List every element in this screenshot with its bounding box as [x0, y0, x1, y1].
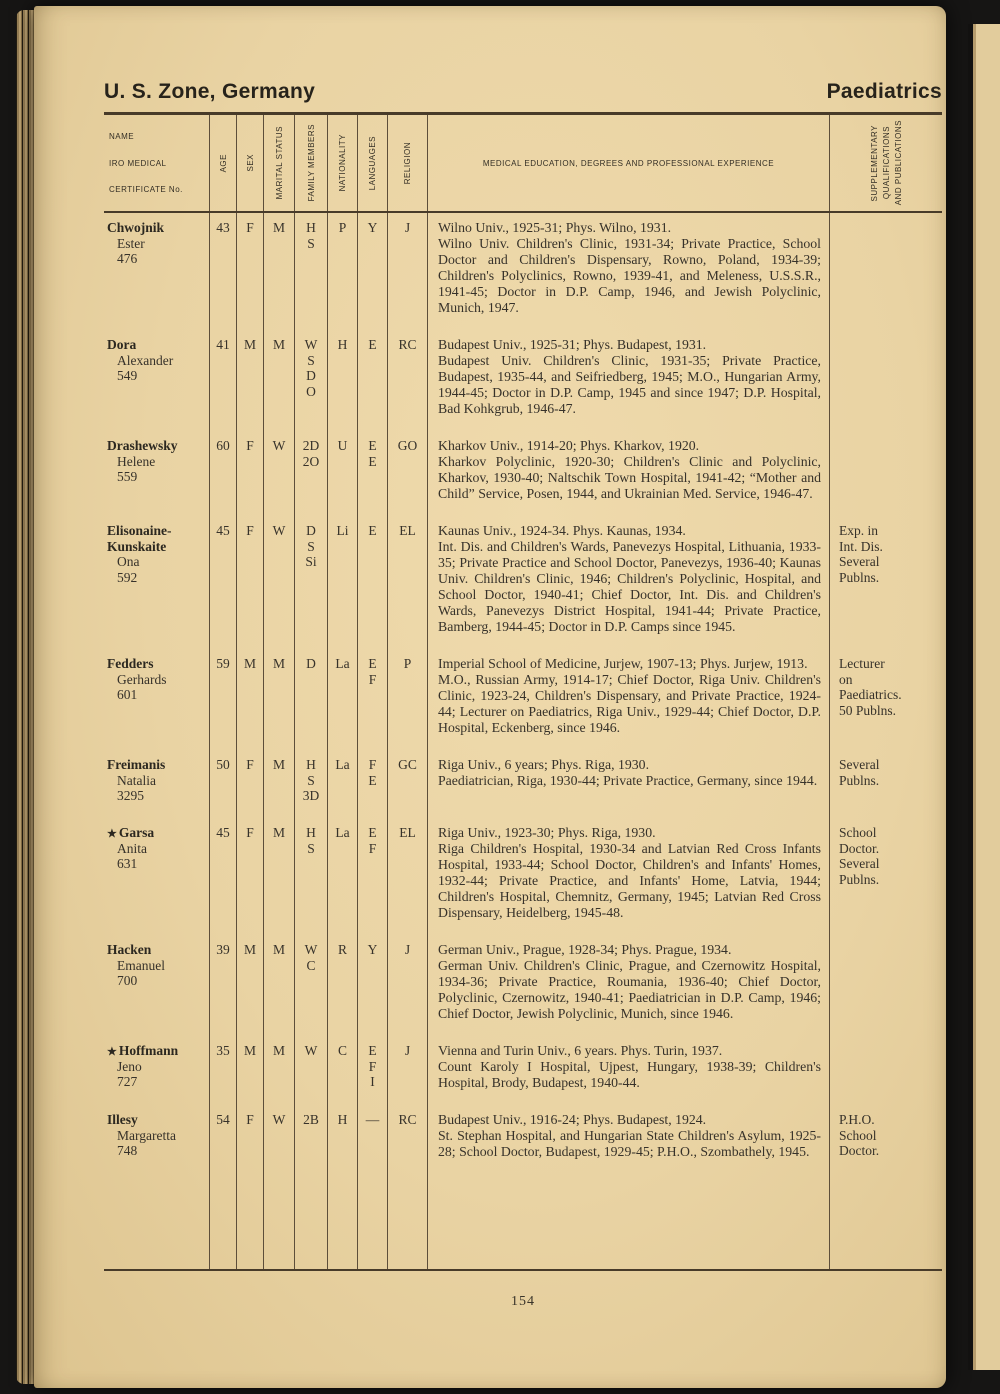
language-line: F — [368, 840, 377, 856]
spacer-cell — [104, 1174, 210, 1269]
marital-status-cell: W — [264, 516, 295, 649]
certificate-number: 631 — [117, 856, 138, 872]
marital-status-cell: M — [264, 818, 295, 935]
certificate-number: 559 — [117, 469, 138, 485]
spacer-cell — [358, 1174, 388, 1269]
family-member-line: W — [304, 1042, 318, 1058]
family-member-line: S — [307, 772, 315, 788]
religion-cell: RC — [388, 330, 428, 431]
experience-text: M.O., Russian Army, 1914-17; Chief Doctor, Riga Univ. Children's Clinic, 1923-24, Children's Dispensary, and Private Practice, 1924-44; Lecturer on Paediatrics, Riga Univ., 1929-44; Chief Doctor, D.P. Hospital, Eckenberg, since 1946. — [438, 672, 821, 735]
family-members-cell — [295, 750, 328, 818]
experience-text: Count Karoly I Hospital, Ujpest, Hungary, 1938-39; Children's Hospital, Brody, Budapest, 1940-44. — [438, 1058, 821, 1090]
family-member-line: 2O — [302, 453, 320, 469]
language-line: E — [368, 523, 377, 538]
language-line: E — [368, 337, 377, 352]
person-given-name: Alexander — [117, 352, 174, 368]
person-given-name: Jeno — [117, 1058, 142, 1074]
supplementary-cell — [830, 750, 942, 818]
experience-text: Wilno Univ. Children's Clinic, 1931-34; Private Practice, School Doctor and Children's Dispensary, Rowno, Poland, 1934-39; Children's Polyclinics, Rowno, 1939-41, and Meleness, U.S.S.R., 1941-45; Doctor in D.P. Camp, 1946, and Jewish Polyclinic, Munich, 1947. — [438, 236, 821, 315]
certificate-number: 748 — [117, 1143, 138, 1159]
person-surname: Elisonaine-Kunskaite — [107, 523, 172, 554]
sex-cell: F — [237, 516, 264, 649]
sex-cell: F — [237, 1105, 264, 1174]
marital-status-cell: M — [264, 935, 295, 1036]
religion-cell: J — [388, 213, 428, 330]
language-line: E — [368, 1042, 377, 1058]
experience-text: Paediatrician, Riga, 1930-44; Private Practice, Germany, since 1944. — [438, 773, 818, 788]
family-member-line: S — [307, 538, 315, 554]
marital-status-cell: W — [264, 1105, 295, 1174]
star-icon: ★ — [107, 1045, 117, 1058]
supplementary-line: on — [839, 671, 853, 687]
nationality-cell: La — [328, 750, 358, 818]
person-surname: Dora — [107, 337, 137, 352]
person-given-name: Anita — [117, 840, 147, 856]
experience-cell — [428, 649, 830, 750]
supplementary-line: P.H.O. — [839, 1111, 875, 1127]
supplementary-line: Doctor. — [839, 1143, 880, 1159]
column-header-sex: SEX — [237, 115, 264, 211]
language-line: F — [368, 671, 377, 687]
education-line: Kharkov Univ., 1914-20; Phys. Kharkov, 1920. — [438, 438, 700, 453]
header-name-line: IRO MEDICAL — [109, 158, 167, 168]
family-members-cell — [295, 818, 328, 935]
age-cell: 43 — [210, 213, 237, 330]
experience-cell — [428, 750, 830, 818]
age-cell: 59 — [210, 649, 237, 750]
experience-cell — [428, 1105, 830, 1174]
name-cell — [104, 213, 210, 330]
education-line: German Univ., Prague, 1928-34; Phys. Prague, 1934. — [438, 941, 732, 957]
person-given-name: Helene — [117, 453, 156, 469]
family-member-line: S — [307, 235, 315, 251]
person-given-name: Emanuel — [117, 957, 165, 973]
language-line: F — [368, 757, 377, 772]
page-title-left: U. S. Zone, Germany — [104, 80, 316, 103]
family-member-line: H — [306, 824, 316, 840]
supplementary-line: School — [839, 824, 877, 840]
supplementary-cell — [830, 649, 942, 750]
certificate-number: 700 — [117, 973, 138, 989]
spacer-cell — [428, 1174, 830, 1269]
spacer-cell — [830, 1174, 942, 1269]
language-line: E — [368, 453, 377, 469]
religion-cell: J — [388, 935, 428, 1036]
spacer-cell — [388, 1174, 428, 1269]
experience-cell — [428, 818, 830, 935]
religion-cell: P — [388, 649, 428, 750]
family-members-cell — [295, 330, 328, 431]
certificate-number: 592 — [117, 569, 138, 585]
languages-cell — [358, 818, 388, 935]
family-members-cell — [295, 649, 328, 750]
language-line: — — [365, 1111, 380, 1127]
table-header-row — [104, 112, 942, 213]
experience-text: Riga Children's Hospital, 1930-34 and Latvian Red Cross Infants Hospital, 1933-44; School Doctor, Children's and Infants' Homes, 1932-44; Private Practice, and Infants' Home, Latvia, 1944; Children's Hospital, Chemnitz, Germany, 1945; Latvian Red Cross Dispensary, Heidelberg, 1945-48. — [438, 840, 821, 920]
nationality-cell: La — [328, 649, 358, 750]
experience-cell — [428, 213, 830, 330]
page-title-right: Paediatrics — [826, 80, 942, 103]
person-surname: Hacken — [107, 941, 152, 957]
experience-cell — [428, 516, 830, 649]
education-line: Kaunas Univ., 1924-34. Phys. Kaunas, 1934. — [438, 523, 686, 538]
name-cell — [104, 330, 210, 431]
person-surname: Fedders — [107, 656, 154, 671]
person-given-name: Ona — [117, 554, 140, 570]
person-surname: Illesy — [107, 1111, 138, 1127]
family-member-line: D — [306, 656, 316, 671]
sex-cell: M — [237, 935, 264, 1036]
table-body — [104, 213, 942, 1271]
family-members-cell — [295, 431, 328, 516]
page-number: 154 — [511, 1294, 535, 1309]
nationality-cell: P — [328, 213, 358, 330]
adjacent-page-edge — [968, 24, 1000, 1370]
supplementary-line: Publns. — [839, 871, 880, 887]
certificate-number: 727 — [117, 1074, 138, 1090]
column-header-name — [104, 115, 210, 211]
family-member-line: S — [307, 352, 315, 368]
directory-table — [104, 112, 942, 1271]
education-line: Budapest Univ., 1916-24; Phys. Budapest, 1924. — [438, 1111, 707, 1127]
family-members-cell — [295, 516, 328, 649]
header-name-line: NAME — [109, 132, 135, 142]
name-cell — [104, 516, 210, 649]
languages-cell — [358, 431, 388, 516]
family-members-cell — [295, 213, 328, 330]
religion-cell: GO — [388, 431, 428, 516]
marital-status-cell: M — [264, 649, 295, 750]
languages-cell — [358, 1105, 388, 1174]
marital-status-cell: W — [264, 431, 295, 516]
language-line: E — [368, 656, 377, 671]
languages-cell — [358, 516, 388, 649]
age-cell: 45 — [210, 818, 237, 935]
experience-cell — [428, 935, 830, 1036]
name-cell — [104, 935, 210, 1036]
certificate-number: 3295 — [117, 788, 144, 804]
languages-cell — [358, 935, 388, 1036]
age-cell: 54 — [210, 1105, 237, 1174]
supplementary-line: School — [839, 1127, 877, 1143]
spacer-cell — [264, 1174, 295, 1269]
column-header-experience: MEDICAL EDUCATION, DEGREES AND PROFESSIONAL EXPERIENCE — [428, 115, 830, 211]
marital-status-cell: M — [264, 213, 295, 330]
supplementary-cell — [830, 330, 942, 431]
family-members-cell — [295, 935, 328, 1036]
sex-cell: M — [237, 1036, 264, 1105]
age-cell: 50 — [210, 750, 237, 818]
education-line: Budapest Univ., 1925-31; Phys. Budapest, 1931. — [438, 337, 707, 352]
person-given-name: Margaretta — [117, 1127, 176, 1143]
supplementary-cell — [830, 516, 942, 649]
religion-cell: EL — [388, 818, 428, 935]
language-line: E — [368, 824, 377, 840]
column-header-age: AGE — [210, 115, 237, 211]
name-cell — [104, 818, 210, 935]
age-cell: 39 — [210, 935, 237, 1036]
supplementary-line: Several — [839, 554, 880, 570]
sex-cell: F — [237, 750, 264, 818]
column-header-languages: LANGUAGES — [358, 115, 388, 211]
supplementary-cell — [830, 431, 942, 516]
language-line: I — [370, 1074, 375, 1090]
page — [34, 6, 946, 1388]
religion-cell: GC — [388, 750, 428, 818]
spacer-cell — [210, 1174, 237, 1269]
religion-cell: RC — [388, 1105, 428, 1174]
nationality-cell: U — [328, 431, 358, 516]
education-line: Riga Univ., 1923-30; Phys. Riga, 1930. — [438, 824, 656, 840]
supplementary-cell — [830, 935, 942, 1036]
supplementary-line: Doctor. — [839, 840, 880, 856]
age-cell: 35 — [210, 1036, 237, 1105]
education-line: Imperial School of Medicine, Jurjew, 1907-13; Phys. Jurjew, 1913. — [438, 656, 808, 671]
nationality-cell: R — [328, 935, 358, 1036]
column-header-religion: RELIGION — [388, 115, 428, 211]
nationality-cell: La — [328, 818, 358, 935]
family-member-line: 2D — [302, 438, 320, 453]
column-header-marital-status: MARITAL STATUS — [264, 115, 295, 211]
languages-cell — [358, 213, 388, 330]
sex-cell: M — [237, 330, 264, 431]
language-line: E — [368, 772, 377, 788]
person-given-name: Ester — [117, 235, 145, 251]
family-member-line: H — [306, 220, 316, 235]
star-icon: ★ — [107, 827, 117, 840]
person-given-name: Gerhards — [117, 671, 167, 687]
supplementary-line: Lecturer — [839, 656, 885, 671]
family-member-line: D — [306, 523, 316, 538]
name-cell — [104, 1105, 210, 1174]
family-member-line: C — [306, 957, 316, 973]
experience-text: St. Stephan Hospital, and Hungarian State Children's Asylum, 1925-28; School Doctor, Budapest, 1929-45; P.H.O., Szombathely, 1945. — [438, 1127, 821, 1159]
supplementary-line: 50 Publns. — [839, 702, 897, 718]
person-surname: Freimanis — [107, 757, 166, 772]
experience-text: Int. Dis. and Children's Wards, Panevezys Hospital, Lithuania, 1933-35; Private Practice and School Doctor, Panevezys, 1936-40; Kaunas Univ. Children's Clinic, 1946; Children's Polyclinic, Hospital, and School Doctor, 1940-41; Chief Doctor, Int. Dis. and Children's Wards, Panevezys District Hospital, 1941-44; Private Practice, Bamberg, 1944-45; Doctor in D.P. Camps since 1945. — [438, 539, 821, 634]
certificate-number: 549 — [117, 368, 138, 384]
person-surname: ★ Hoffmann — [107, 1042, 179, 1058]
certificate-number: 601 — [117, 687, 138, 703]
supplementary-line: Publns. — [839, 569, 880, 585]
experience-cell — [428, 1036, 830, 1105]
family-member-line: H — [306, 757, 316, 772]
supplementary-line: Several — [839, 856, 880, 872]
column-header-nationality: NATIONALITY — [328, 115, 358, 211]
name-cell — [104, 1036, 210, 1105]
column-header-family-members: FAMILY MEMBERS — [295, 115, 328, 211]
supplementary-cell — [830, 818, 942, 935]
language-line: F — [368, 1058, 377, 1074]
family-member-line: W — [304, 941, 318, 957]
religion-cell: J — [388, 1036, 428, 1105]
supplementary-line: Int. Dis. — [839, 538, 883, 554]
supplementary-line: Paediatrics. — [839, 687, 902, 703]
spacer-cell — [328, 1174, 358, 1269]
name-cell — [104, 649, 210, 750]
person-surname: Chwojnik — [107, 220, 165, 235]
languages-cell — [358, 750, 388, 818]
person-given-name: Natalia — [117, 772, 156, 788]
education-line: Riga Univ., 6 years; Phys. Riga, 1930. — [438, 757, 650, 772]
experience-cell — [428, 330, 830, 431]
family-member-line: O — [306, 383, 316, 399]
supplementary-cell — [830, 1105, 942, 1174]
nationality-cell: H — [328, 1105, 358, 1174]
name-cell — [104, 750, 210, 818]
marital-status-cell: M — [264, 1036, 295, 1105]
person-surname: ★ Garsa — [107, 824, 155, 840]
spacer-cell — [237, 1174, 264, 1269]
certificate-number: 476 — [117, 251, 138, 267]
spacer-cell — [295, 1174, 328, 1269]
experience-text: Budapest Univ. Children's Clinic, 1931-35; Private Practice, Budapest, 1935-44, and Seifriedberg, 1945; M.O., Hungarian Army, 1944-45; Doctor in D.P. Camp, 1945 and since 1947; D.P. Hospital, Bad Kohkgrub, 1946-47. — [438, 353, 821, 416]
supplementary-line: Several — [839, 757, 880, 772]
nationality-cell: H — [328, 330, 358, 431]
sex-cell: F — [237, 818, 264, 935]
family-member-line: 3D — [302, 788, 320, 804]
experience-cell — [428, 431, 830, 516]
name-cell — [104, 431, 210, 516]
religion-cell: EL — [388, 516, 428, 649]
family-members-cell — [295, 1105, 328, 1174]
marital-status-cell: M — [264, 330, 295, 431]
header-name-line: CERTIFICATE No. — [109, 184, 183, 194]
education-line: Wilno Univ., 1925-31; Phys. Wilno, 1931. — [438, 220, 672, 235]
language-line: E — [368, 438, 377, 453]
supplementary-cell — [830, 1036, 942, 1105]
languages-cell — [358, 330, 388, 431]
sex-cell: M — [237, 649, 264, 750]
column-header-supplementary: SUPPLEMENTARY QUALIFICATIONS AND PUBLICATIONS — [869, 120, 903, 206]
family-member-line: 2B — [303, 1111, 319, 1127]
family-member-line: Si — [305, 554, 317, 570]
age-cell: 60 — [210, 431, 237, 516]
education-line: Vienna and Turin Univ., 6 years. Phys. Turin, 1937. — [438, 1042, 723, 1058]
marital-status-cell: M — [264, 750, 295, 818]
family-member-line: D — [306, 368, 316, 384]
languages-cell — [358, 649, 388, 750]
age-cell: 41 — [210, 330, 237, 431]
sex-cell: F — [237, 431, 264, 516]
person-surname: Drashewsky — [107, 438, 178, 453]
supplementary-line: Exp. in — [839, 523, 878, 538]
family-member-line: W — [304, 337, 318, 352]
sex-cell: F — [237, 213, 264, 330]
supplementary-line: Publns. — [839, 772, 880, 788]
language-line: Y — [367, 941, 378, 957]
experience-text: Kharkov Polyclinic, 1920-30; Children's Clinic and Polyclinic, Kharkov, 1930-40; Naltschik Town Hospital, 1941-42; “Mother and Child” Service, Posen, 1944, and Ukrainian Med. Service, 1946-47. — [438, 454, 821, 501]
page-header — [104, 80, 942, 104]
experience-text: German Univ. Children's Clinic, Prague, and Czernowitz Hospital, 1934-36; Private Practice, Roumania, 1936-40; Chief Doctor, Polyclinic, Czernowitz, 1940-41; Paediatrician in D.P. Camp, 1946; Chief Doctor, Jewish Polyclinic, Munich, since 1946. — [438, 957, 821, 1021]
nationality-cell: Li — [328, 516, 358, 649]
language-line: Y — [367, 220, 378, 235]
languages-cell — [358, 1036, 388, 1105]
family-member-line: S — [307, 840, 315, 856]
family-members-cell — [295, 1036, 328, 1105]
age-cell: 45 — [210, 516, 237, 649]
nationality-cell: C — [328, 1036, 358, 1105]
supplementary-cell — [830, 213, 942, 330]
